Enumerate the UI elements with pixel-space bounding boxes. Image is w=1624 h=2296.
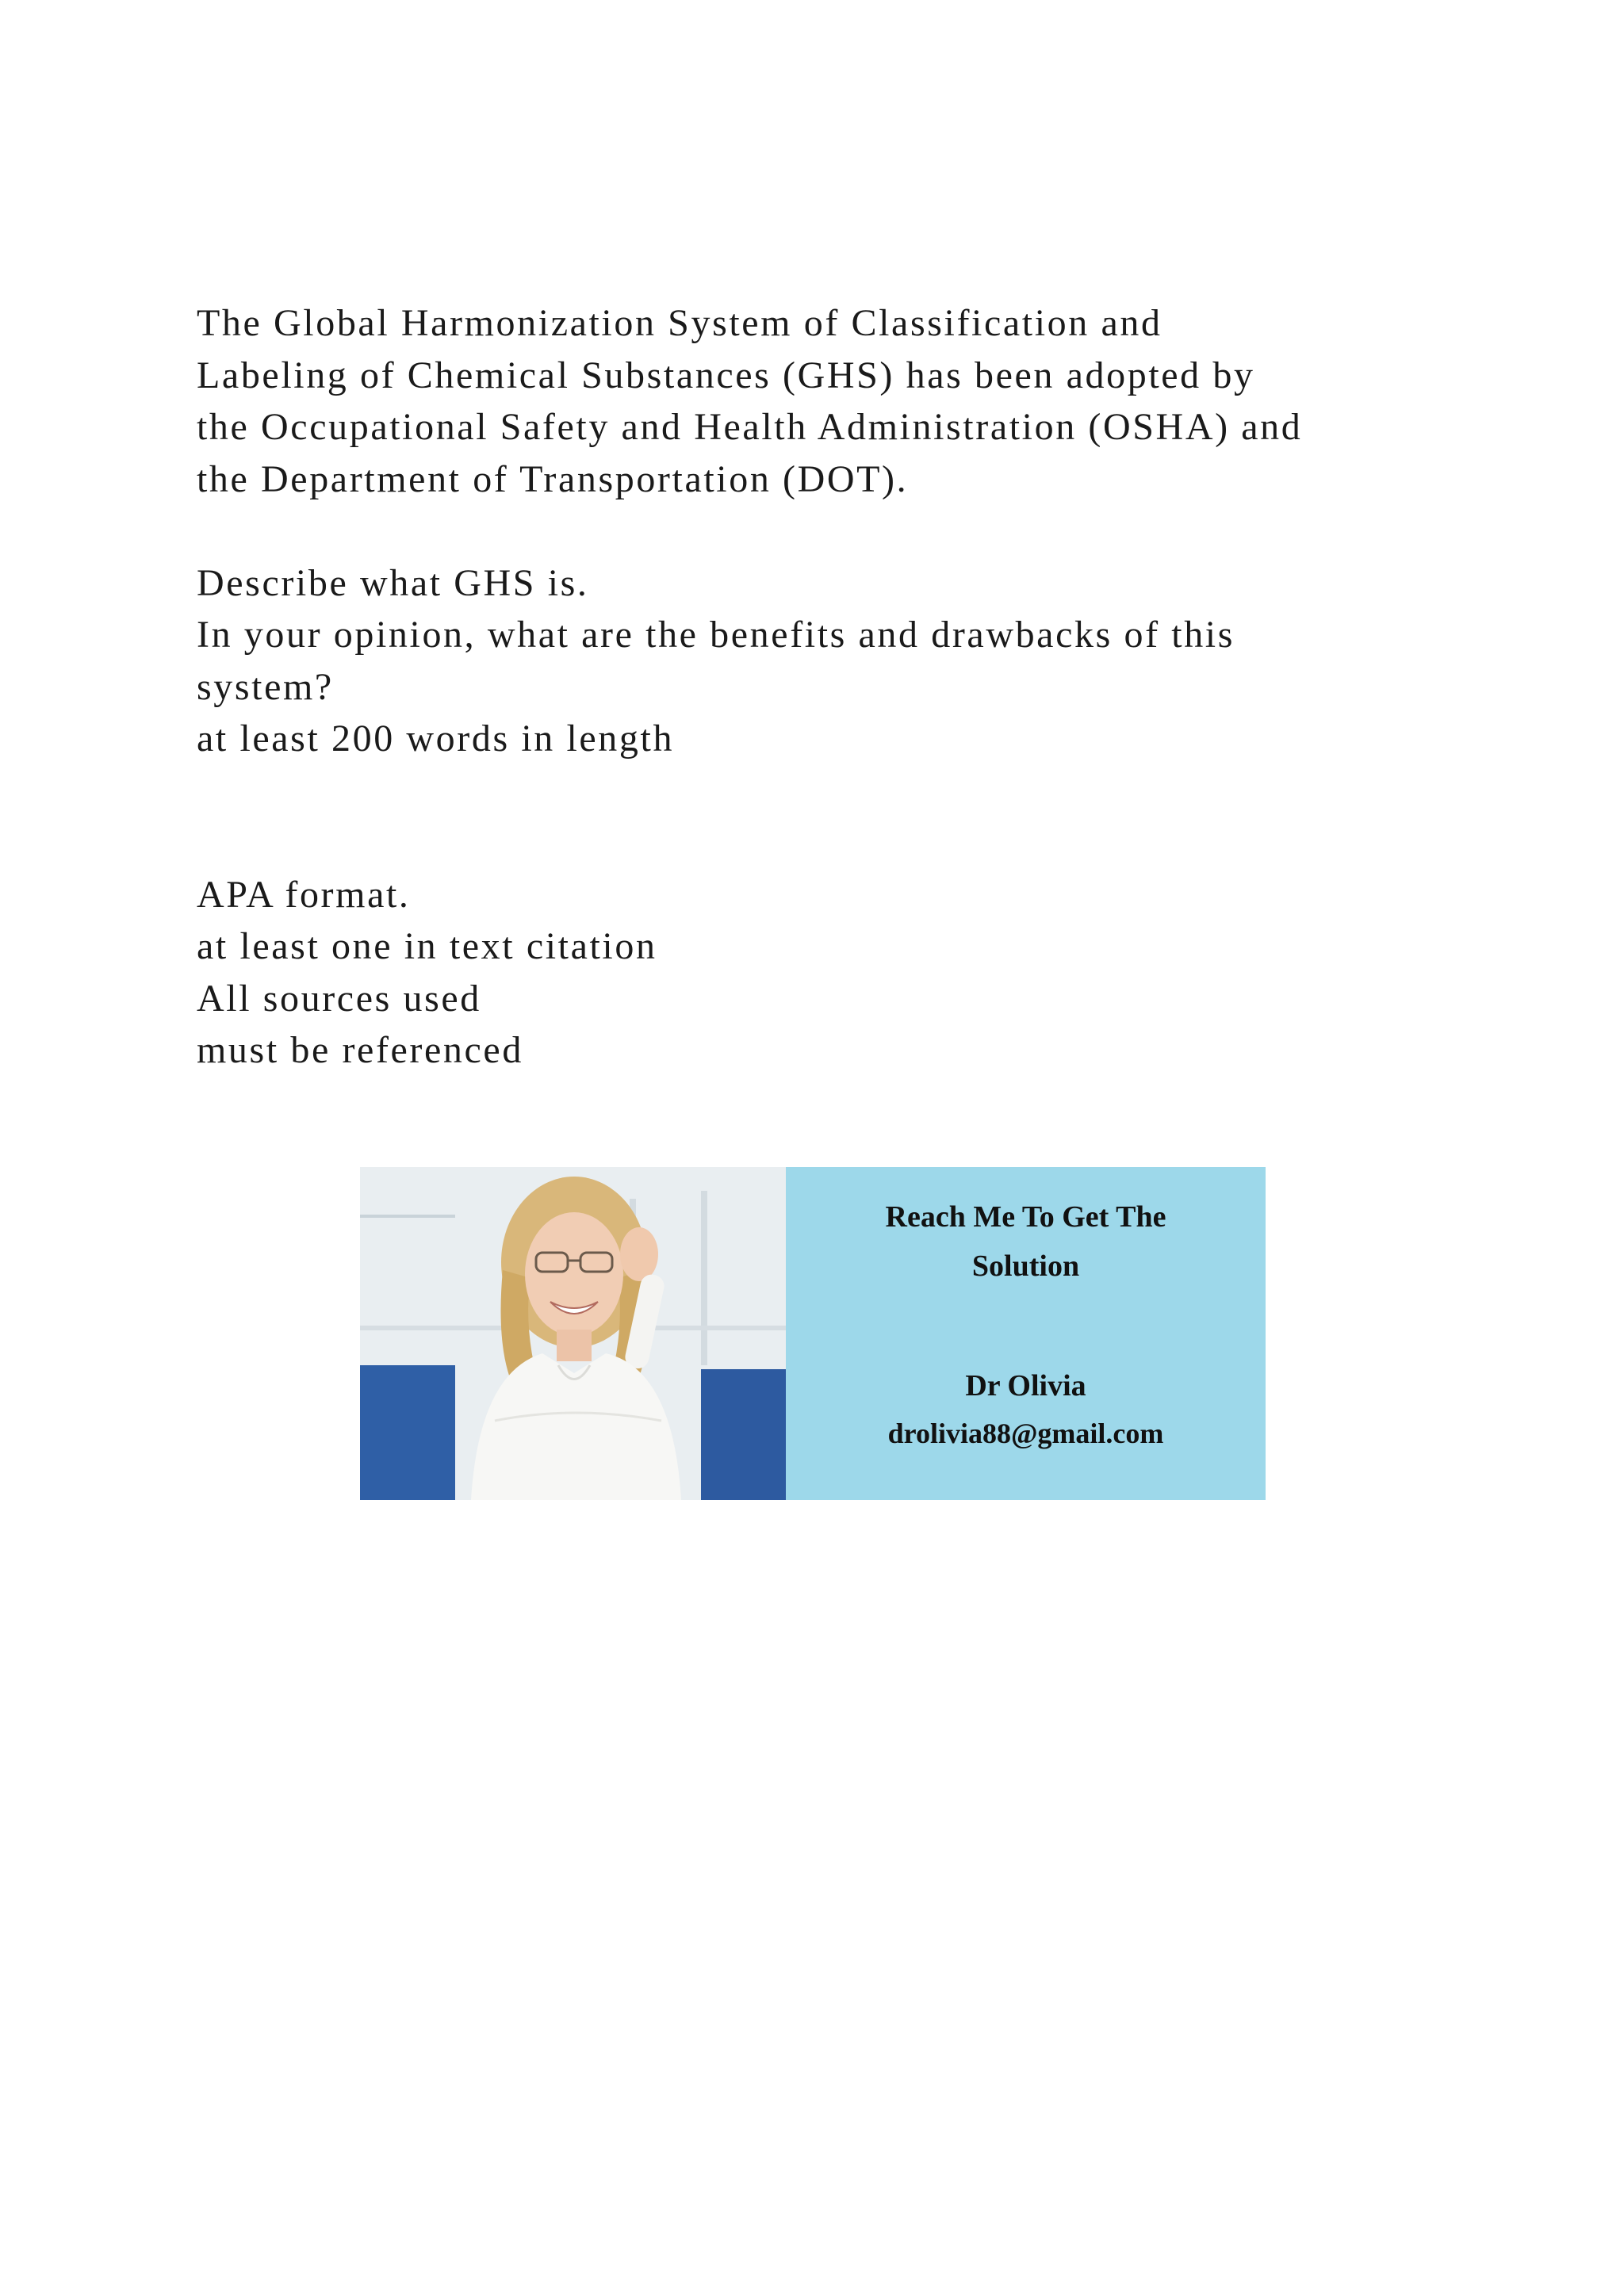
document-body [197,297,1481,1077]
requirement-line: at least one in text citation [197,925,657,967]
prompt-line: system? [197,665,334,708]
spacer [197,505,1481,557]
banner-headline-line: Solution [971,1249,1080,1283]
prompt-line: at least 200 words in length [197,718,675,760]
requirement-line: must be referenced [197,1029,523,1071]
contact-banner [360,1167,1266,1500]
paragraph-line: the Department of Transportation (DOT). [197,457,909,500]
contact-info-panel [786,1167,1266,1500]
prompt-line: Describe what GHS is. [197,561,589,604]
contact-email: drolivia88@gmail.com [887,1418,1164,1449]
person-illustration [360,1167,786,1500]
paragraph-line: the Occupational Safety and Health Administration (OSHA) and [197,406,1303,448]
contact-name: Dr Olivia [965,1369,1086,1402]
banner-headline [786,1192,1266,1291]
requirement-line: APA format. [197,873,411,916]
paragraph-line: The Global Harmonization System of Classification and [197,302,1162,344]
banner-headline-line: Reach Me To Get The [885,1200,1166,1234]
prompt-line: In your opinion, what are the benefits and drawbacks of this [197,614,1235,656]
paragraph-line: Labeling of Chemical Substances (GHS) has been adopted by [197,354,1255,396]
person-photo [360,1167,786,1500]
requirement-line: All sources used [197,977,481,1020]
spacer [197,765,1481,869]
